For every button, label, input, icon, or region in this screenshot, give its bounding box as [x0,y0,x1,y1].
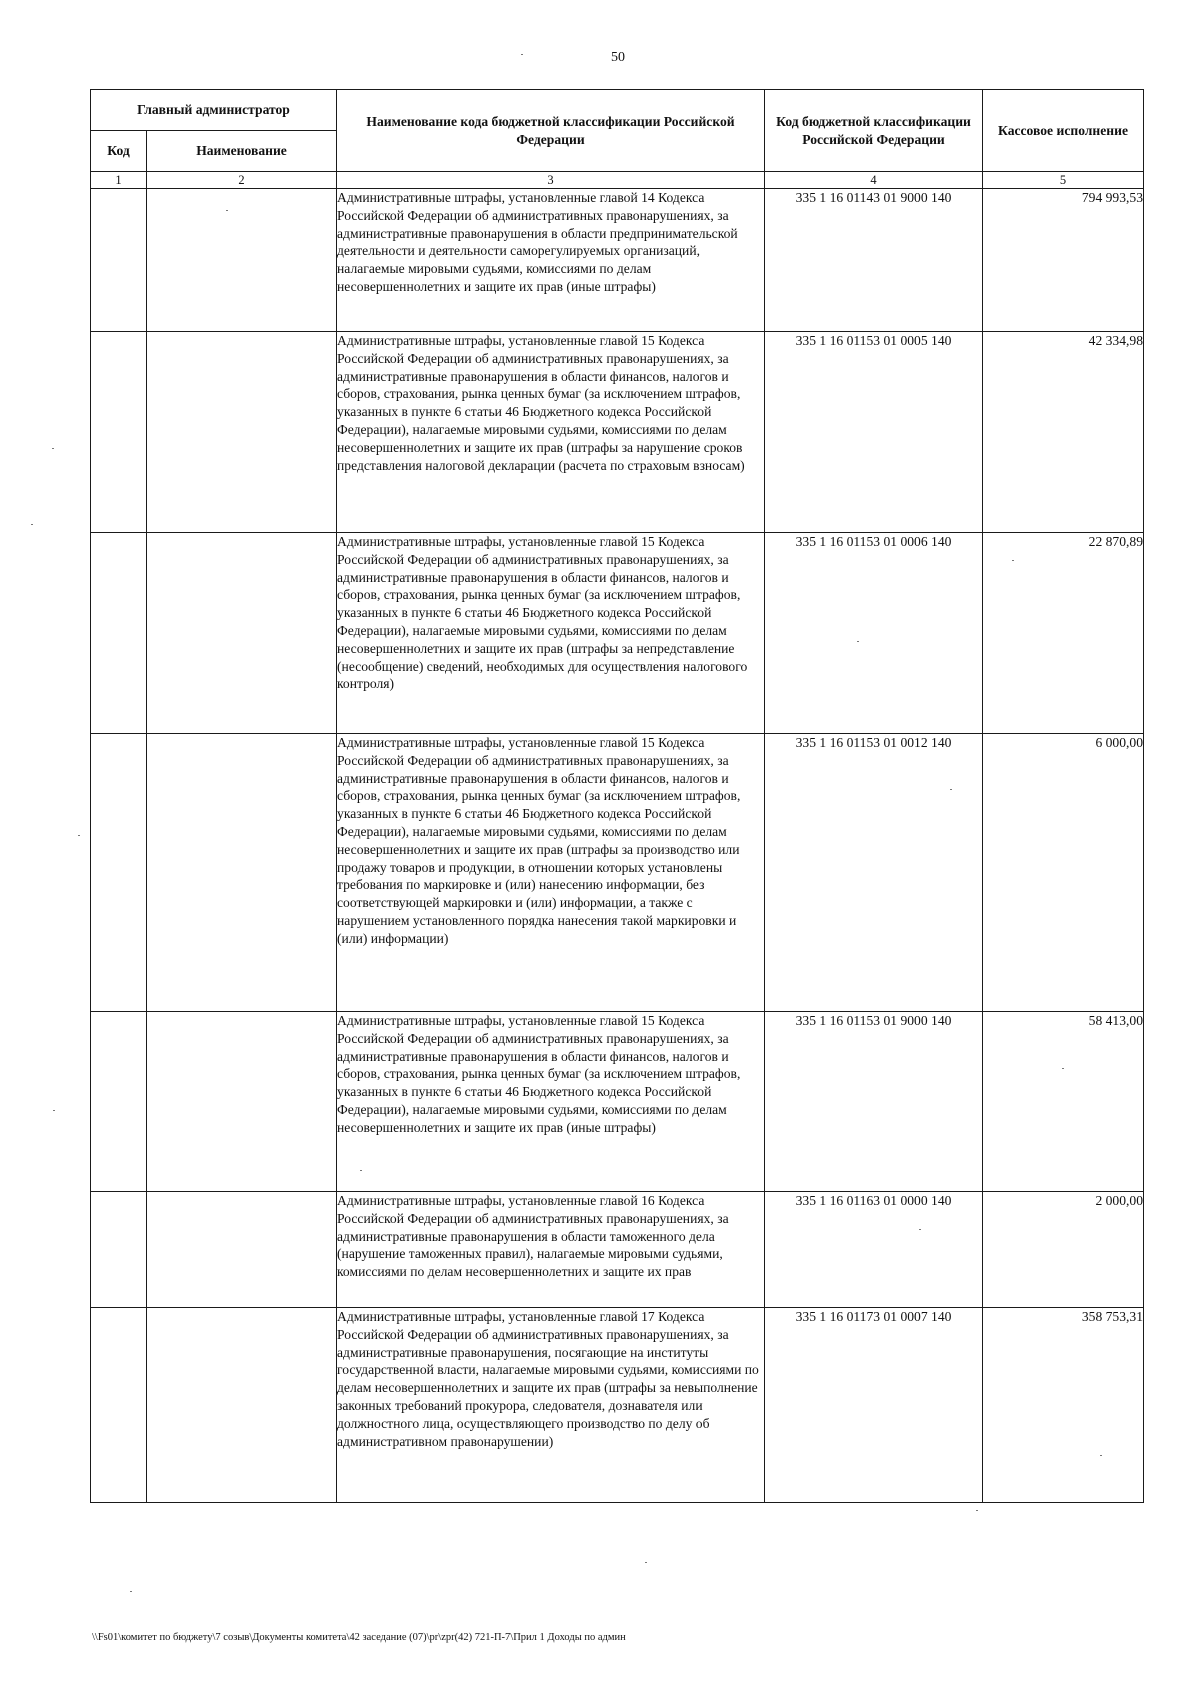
admin-name-cell [147,734,337,1012]
amount-cell: 794 993,53 [983,189,1144,332]
column-number: 1 [91,172,147,189]
scan-speck [1062,1068,1064,1069]
scan-speck [1012,560,1014,561]
table-row [91,533,1144,734]
kbk-cell: 335 1 16 01173 01 0007 140 [765,1308,983,1503]
amount-cell: 2 000,00 [983,1192,1144,1308]
description-cell: Административные штрафы, установленные главой 15 Кодекса Российской Федерации об административных правонарушениях, за административные правонарушения в области финансов, налогов и сборов, страхования, рынка ценных бумаг (за исключением штрафов, указанных в пункте 6 статьи 46 Бюджетного кодекса Российской Федерации), налагаемые мировыми судьями, комиссиями по делам несовершеннолетних и защите их прав (штрафы за нарушение сроков представления налоговой декларации (расчета по страховым взносам) [337,332,765,533]
admin-code-cell [91,189,147,332]
admin-name-cell [147,1308,337,1503]
table-row [91,332,1144,533]
kbk-cell: 335 1 16 01153 01 0005 140 [765,332,983,533]
admin-code-cell [91,1012,147,1192]
scan-speck [976,1510,978,1511]
column-number: 5 [983,172,1144,189]
scan-speck [360,1170,362,1171]
admin-name-cell [147,1012,337,1192]
kbk-cell: 335 1 16 01163 01 0000 140 [765,1192,983,1308]
admin-name-cell [147,332,337,533]
admin-name-header: Наименование [147,131,337,172]
scan-speck [130,1591,132,1592]
kbk-cell: 335 1 16 01153 01 9000 140 [765,1012,983,1192]
footer-file-path: \\Fs01\комитет по бюджету\7 созыв\Документы комитета\42 заседание (07)\pr\zpr(42) 721-П-7\Прил 1 Доходы по админ [92,1632,626,1643]
kbk-name-header: Наименование кода бюджетной классификации Российской Федерации [337,90,765,172]
kbk-cell: 335 1 16 01153 01 0006 140 [765,533,983,734]
admin-name-cell [147,1192,337,1308]
table-row [91,189,1144,332]
table-row [91,1308,1144,1503]
admin-code-cell [91,1308,147,1503]
page-number: 50 [611,50,625,65]
scan-speck [521,54,523,55]
description-cell: Административные штрафы, установленные главой 15 Кодекса Российской Федерации об административных правонарушениях, за административные правонарушения в области финансов, налогов и сборов, страхования, рынка ценных бумаг (за исключением штрафов, указанных в пункте 6 статьи 46 Бюджетного кодекса Российской Федерации), налагаемые мировыми судьями, комиссиями по делам несовершеннолетних и защите их прав (штрафы за непредставление (несообщение) сведений, необходимых для осуществления налогового контроля) [337,533,765,734]
main-admin-header: Главный администратор [91,90,337,131]
scan-speck [645,1562,647,1563]
scan-speck [52,448,54,449]
description-cell: Административные штрафы, установленные главой 15 Кодекса Российской Федерации об административных правонарушениях, за административные правонарушения в области финансов, налогов и сборов, страхования, рынка ценных бумаг (за исключением штрафов, указанных в пункте 6 статьи 46 Бюджетного кодекса Российской Федерации), налагаемые мировыми судьями, комиссиями по делам несовершеннолетних и защите их прав (иные штрафы) [337,1012,765,1192]
table-row [91,1012,1144,1192]
amount-cell: 58 413,00 [983,1012,1144,1192]
admin-name-cell [147,189,337,332]
admin-code-cell [91,332,147,533]
scan-speck [31,524,33,525]
scan-speck [78,835,80,836]
admin-code-cell [91,533,147,734]
amount-cell: 358 753,31 [983,1308,1144,1503]
scan-speck [53,1110,55,1111]
table-row [91,1192,1144,1308]
kbk-code-header: Код бюджетной классификации Российской Федерации [765,90,983,172]
amount-cell: 6 000,00 [983,734,1144,1012]
scan-speck [857,641,859,642]
admin-code-cell [91,1192,147,1308]
column-number: 4 [765,172,983,189]
kbk-cell: 335 1 16 01153 01 0012 140 [765,734,983,1012]
table-row [91,734,1144,1012]
scan-speck [1100,1455,1102,1456]
scan-speck [950,789,952,790]
description-cell: Административные штрафы, установленные главой 16 Кодекса Российской Федерации об административных правонарушениях, за административные правонарушения в области таможенного дела (нарушение таможенных правил), налагаемые мировыми судьями, комиссиями по делам несовершеннолетних и защите их прав [337,1192,765,1308]
admin-code-cell [91,734,147,1012]
column-number: 3 [337,172,765,189]
revenue-table [90,89,1144,1503]
kbk-cell: 335 1 16 01143 01 9000 140 [765,189,983,332]
amount-cell: 42 334,98 [983,332,1144,533]
scan-speck [919,1229,921,1230]
description-cell: Административные штрафы, установленные главой 15 Кодекса Российской Федерации об административных правонарушениях, за административные правонарушения в области финансов, налогов и сборов, страхования, рынка ценных бумаг (за исключением штрафов, указанных в пункте 6 статьи 46 Бюджетного кодекса Российской Федерации), налагаемые мировыми судьями, комиссиями по делам несовершеннолетних и защите их прав (штрафы за производство или продажу товаров и продукции, в отношении которых установлены требования по маркировке и (или) нанесению информации, без соответствующей маркировки и (или) информации, а также с нарушением установленного порядка нанесения такой маркировки и (или) информации) [337,734,765,1012]
description-cell: Административные штрафы, установленные главой 14 Кодекса Российской Федерации об административных правонарушениях, за административные правонарушения в области предпринимательской деятельности и деятельности саморегулируемых организаций, налагаемые мировыми судьями, комиссиями по делам несовершеннолетних и защите их прав (иные штрафы) [337,189,765,332]
amount-cell: 22 870,89 [983,533,1144,734]
execution-header: Кассовое исполнение [983,90,1144,172]
admin-code-header: Код [91,131,147,172]
column-number: 2 [147,172,337,189]
scan-speck [226,210,228,211]
description-cell: Административные штрафы, установленные главой 17 Кодекса Российской Федерации об административных правонарушениях, за административные правонарушения, посягающие на институты государственной власти, налагаемые мировыми судьями, комиссиями по делам несовершеннолетних и защите их прав (штрафы за невыполнение законных требований прокурора, следователя, дознавателя или должностного лица, осуществляющего производство по делу об административном правонарушении) [337,1308,765,1503]
admin-name-cell [147,533,337,734]
